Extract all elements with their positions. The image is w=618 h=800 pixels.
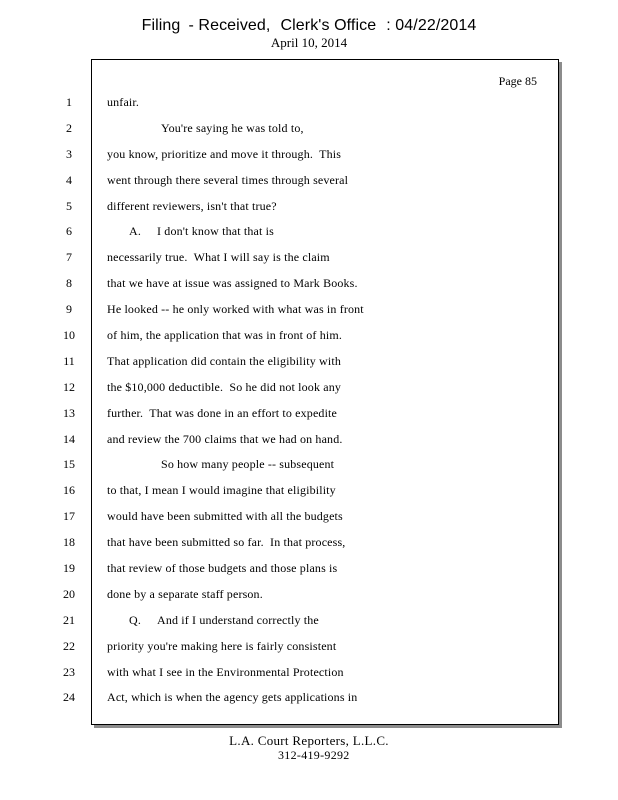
line-number: 12 xyxy=(63,379,75,394)
line-number: 8 xyxy=(66,276,72,291)
line-number: 16 xyxy=(63,483,75,498)
line-number: 6 xyxy=(66,224,72,239)
line-number: 10 xyxy=(63,328,75,343)
transcript-line: unfair. xyxy=(107,95,140,109)
transcript-line: done by a separate staff person. xyxy=(107,586,263,601)
transcript-line: So how many people -- subsequent xyxy=(161,457,335,472)
transcript-line: to that, I mean I would imagine that eligibility xyxy=(107,483,336,498)
line-number: 23 xyxy=(63,664,75,679)
transcript-line: that we have at issue was assigned to Mark Books. xyxy=(107,276,358,291)
line-number-column xyxy=(55,93,83,714)
transcript-line-text: And if I understand correctly the xyxy=(157,612,319,627)
filing-date: : 04/22/2014 xyxy=(386,17,477,34)
transcript-line: that review of those budgets and those plans is xyxy=(107,561,338,576)
line-number: 17 xyxy=(63,509,75,524)
line-number: 9 xyxy=(66,302,72,317)
line-number: 22 xyxy=(63,638,75,653)
filing-label: Filing xyxy=(141,17,181,34)
court-reporter-phone: 312-419-9292 xyxy=(278,748,350,762)
transcript-line: He looked -- he only worked with what was in front xyxy=(107,302,364,317)
line-number: 7 xyxy=(66,250,72,265)
line-number: 20 xyxy=(63,586,75,601)
transcript-line: Act, which is when the agency gets applications in xyxy=(107,690,358,705)
transcript-date: April 10, 2014 xyxy=(270,35,348,50)
transcript-line: necessarily true. What I will say is the claim xyxy=(107,250,330,265)
filing-stamp-header xyxy=(0,17,618,35)
transcript-line: That application did contain the eligibility with xyxy=(107,353,341,368)
transcript-line: that have been submitted so far. In that process, xyxy=(107,535,346,550)
transcript-line: the $10,000 deductible. So he did not look any xyxy=(107,379,342,394)
clerks-office-label: Clerk's Office xyxy=(280,17,377,34)
transcript-line: went through there several times through several xyxy=(107,172,349,187)
answer-label: A. xyxy=(129,224,141,239)
transcript-text-column xyxy=(107,93,547,714)
transcript-line: and review the 700 claims that we had on hand. xyxy=(107,431,343,446)
line-number: 11 xyxy=(63,353,75,368)
line-number: 4 xyxy=(66,172,72,187)
line-number: 19 xyxy=(63,561,75,576)
transcript-line: You're saying he was told to, xyxy=(161,120,304,135)
received-label: - Received, xyxy=(188,17,271,34)
transcript-line-text: I don't know that that is xyxy=(157,224,274,239)
line-number: 3 xyxy=(66,146,72,161)
transcript-line: different reviewers, isn't that true? xyxy=(107,198,277,213)
transcript-line: of him, the application that was in front of him. xyxy=(107,328,342,343)
transcript-line: would have been submitted with all the budgets xyxy=(107,509,343,524)
line-number: 13 xyxy=(63,405,75,420)
line-number: 24 xyxy=(63,690,75,705)
line-number: 5 xyxy=(66,198,72,213)
page-number: Page 85 xyxy=(498,74,537,88)
transcript-line: with what I see in the Environmental Protection xyxy=(107,664,344,679)
transcript-line: priority you're making here is fairly consistent xyxy=(107,638,337,653)
transcript-line: you know, prioritize and move it through. This xyxy=(107,146,342,161)
transcript-line: further. That was done in an effort to expedite xyxy=(107,405,338,420)
court-reporter-name: L.A. Court Reporters, L.L.C. xyxy=(229,733,389,748)
line-number: 2 xyxy=(66,120,72,135)
line-number: 1 xyxy=(66,95,72,109)
question-label: Q. xyxy=(129,612,141,627)
line-number: 15 xyxy=(63,457,75,472)
line-number: 18 xyxy=(63,535,75,550)
line-number: 21 xyxy=(63,612,75,627)
transcript-line-question xyxy=(107,611,547,637)
line-number: 14 xyxy=(63,431,75,446)
transcript-line-answer xyxy=(107,222,547,248)
